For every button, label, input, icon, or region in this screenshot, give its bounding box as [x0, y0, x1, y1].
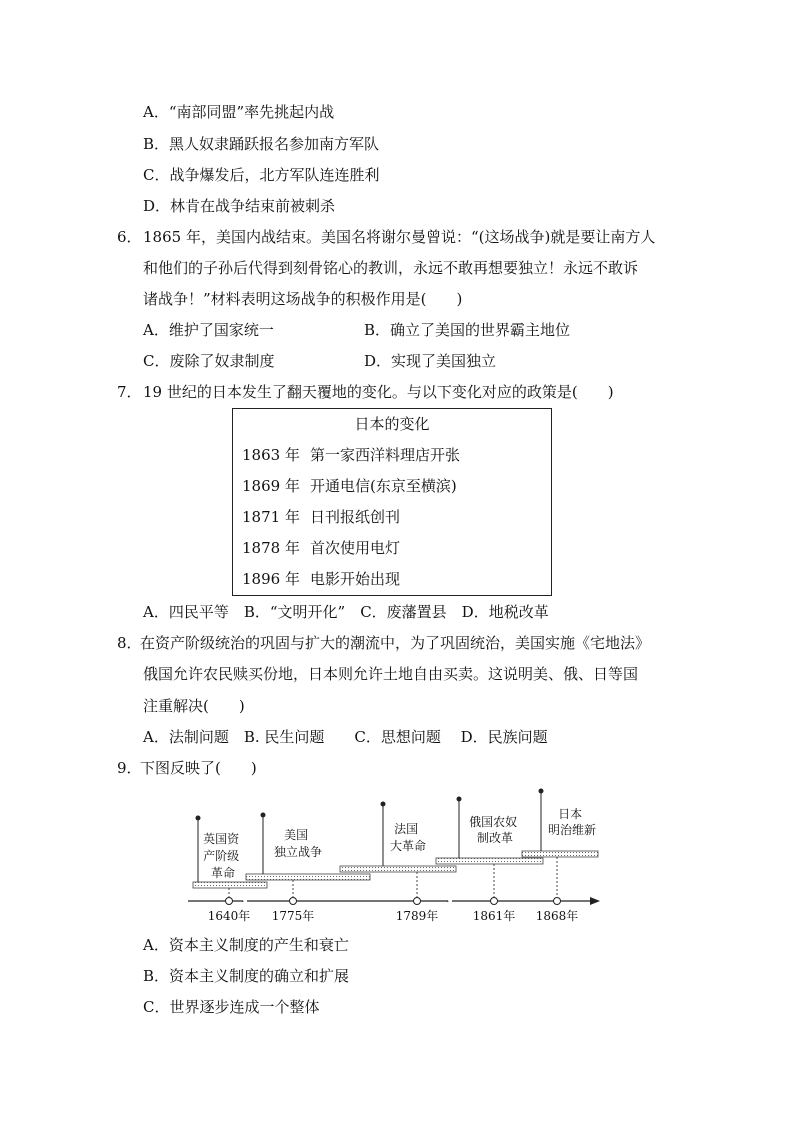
q9-option-c: C．世界逐步连成一个整体 [143, 998, 320, 1016]
axis-arrow-icon [590, 897, 600, 905]
event-pole-dot-2 [261, 813, 266, 818]
q6-stem-line-3: 诸战争！”材料表明这场战争的积极作用是( ) [143, 290, 463, 308]
year-label-4: 1861年 [472, 909, 516, 923]
event-pole-dot-4 [457, 797, 462, 802]
event-label-5: 日本 明治维新 [547, 807, 597, 837]
q5-option-d: D．林肯在战争结束前被刺杀 [143, 197, 336, 215]
event-label-1: 英国资 产阶级 革命 [203, 832, 240, 880]
year-label-3: 1789年 [395, 909, 439, 923]
q6-option-b: B．确立了美国的世界霸主地位 [364, 321, 571, 339]
q8-stem-line-1: 在资产阶级统治的巩固与扩大的潮流中，为了巩固统治，美国实施《宅地法》 [140, 634, 651, 652]
year-marker-1868 [554, 898, 561, 905]
q7-stem: 19 世纪的日本发生了翻天覆地的变化。与以下变化对应的政策是( ) [143, 383, 614, 401]
period-bar-4 [436, 858, 543, 864]
table-event-2: 开通电信(东京至横滨) [310, 477, 457, 495]
q9-stem: 下图反映了( ) [140, 759, 257, 777]
q6-option-c: C．废除了奴隶制度 [143, 352, 275, 370]
q6-option-a: A．维护了国家统一 [143, 321, 274, 339]
year-label-2: 1775年 [271, 909, 315, 923]
table-title: 日本的变化 [354, 415, 430, 433]
period-bar-1 [193, 882, 267, 888]
year-marker-1640 [226, 898, 233, 905]
q8-stem-line-2: 俄国允许农民赎买份地，日本则允许土地自由买卖。这说明美、俄、日等国 [143, 665, 639, 683]
svg-text:·: · [446, 895, 450, 908]
period-bar-3 [340, 866, 456, 872]
table-year-1: 1863 年 [242, 446, 300, 464]
table-year-2: 1869 年 [242, 477, 300, 495]
q9-option-b: B．资本主义制度的确立和扩展 [143, 967, 350, 985]
q6-stem-line-2: 和他们的子孙后代得到刻骨铭心的教训，永远不敢再想要独立！永远不敢诉 [143, 259, 639, 277]
q6-number: 6． [117, 228, 142, 246]
event-pole-dot-1 [196, 816, 201, 821]
table-year-4: 1878 年 [242, 539, 300, 557]
q5-option-c: C．战争爆发后，北方军队连连胜利 [143, 166, 380, 184]
q6-stem-line-1: 1865 年，美国内战结束。美国名将谢尔曼曾说：“(这场战争)就是要让南方人 [143, 228, 656, 246]
event-label-2: 美国 独立战争 [273, 828, 323, 859]
event-label-4: 俄国农奴 制改革 [469, 815, 518, 845]
q5-option-a: A．“南部同盟”率先挑起内战 [143, 103, 335, 121]
year-marker-1861 [491, 898, 498, 905]
q8-options: A．法制问题 B. 民生问题 C．思想问题 D．民族问题 [143, 728, 548, 746]
table-event-1: 第一家西洋料理店开张 [310, 446, 461, 464]
year-marker-1775 [290, 898, 297, 905]
table-event-3: 日刊报纸创刊 [310, 508, 401, 526]
q6-option-d: D．实现了美国独立 [364, 352, 497, 370]
table-year-3: 1871 年 [242, 508, 300, 526]
q8-number: 8． [117, 634, 142, 652]
q8-stem-line-3: 注重解决( ) [143, 697, 245, 715]
year-label-1: 1640年 [207, 909, 251, 923]
year-label-5: 1868年 [535, 909, 579, 923]
svg-text:·: · [241, 895, 245, 908]
q7-number: 7． [117, 383, 142, 401]
table-event-4: 首次使用电灯 [310, 539, 401, 557]
table-year-5: 1896 年 [242, 570, 300, 588]
event-label-3: 法国 大革命 [389, 822, 427, 853]
q7-options: A．四民平等 B．“文明开化” C．废藩置县 D．地税改革 [143, 603, 549, 621]
q9-option-a: A．资本主义制度的产生和衰亡 [143, 936, 349, 954]
table-event-5: 电影开始出现 [310, 570, 401, 588]
event-pole-dot-3 [381, 802, 386, 807]
year-marker-1789 [414, 898, 421, 905]
event-pole-dot-5 [539, 789, 544, 794]
period-bar-5 [522, 851, 598, 857]
period-bar-2 [246, 874, 370, 880]
q5-option-b: B．黑人奴隶踊跃报名参加南方军队 [143, 135, 380, 153]
q9-number: 9． [117, 759, 142, 777]
